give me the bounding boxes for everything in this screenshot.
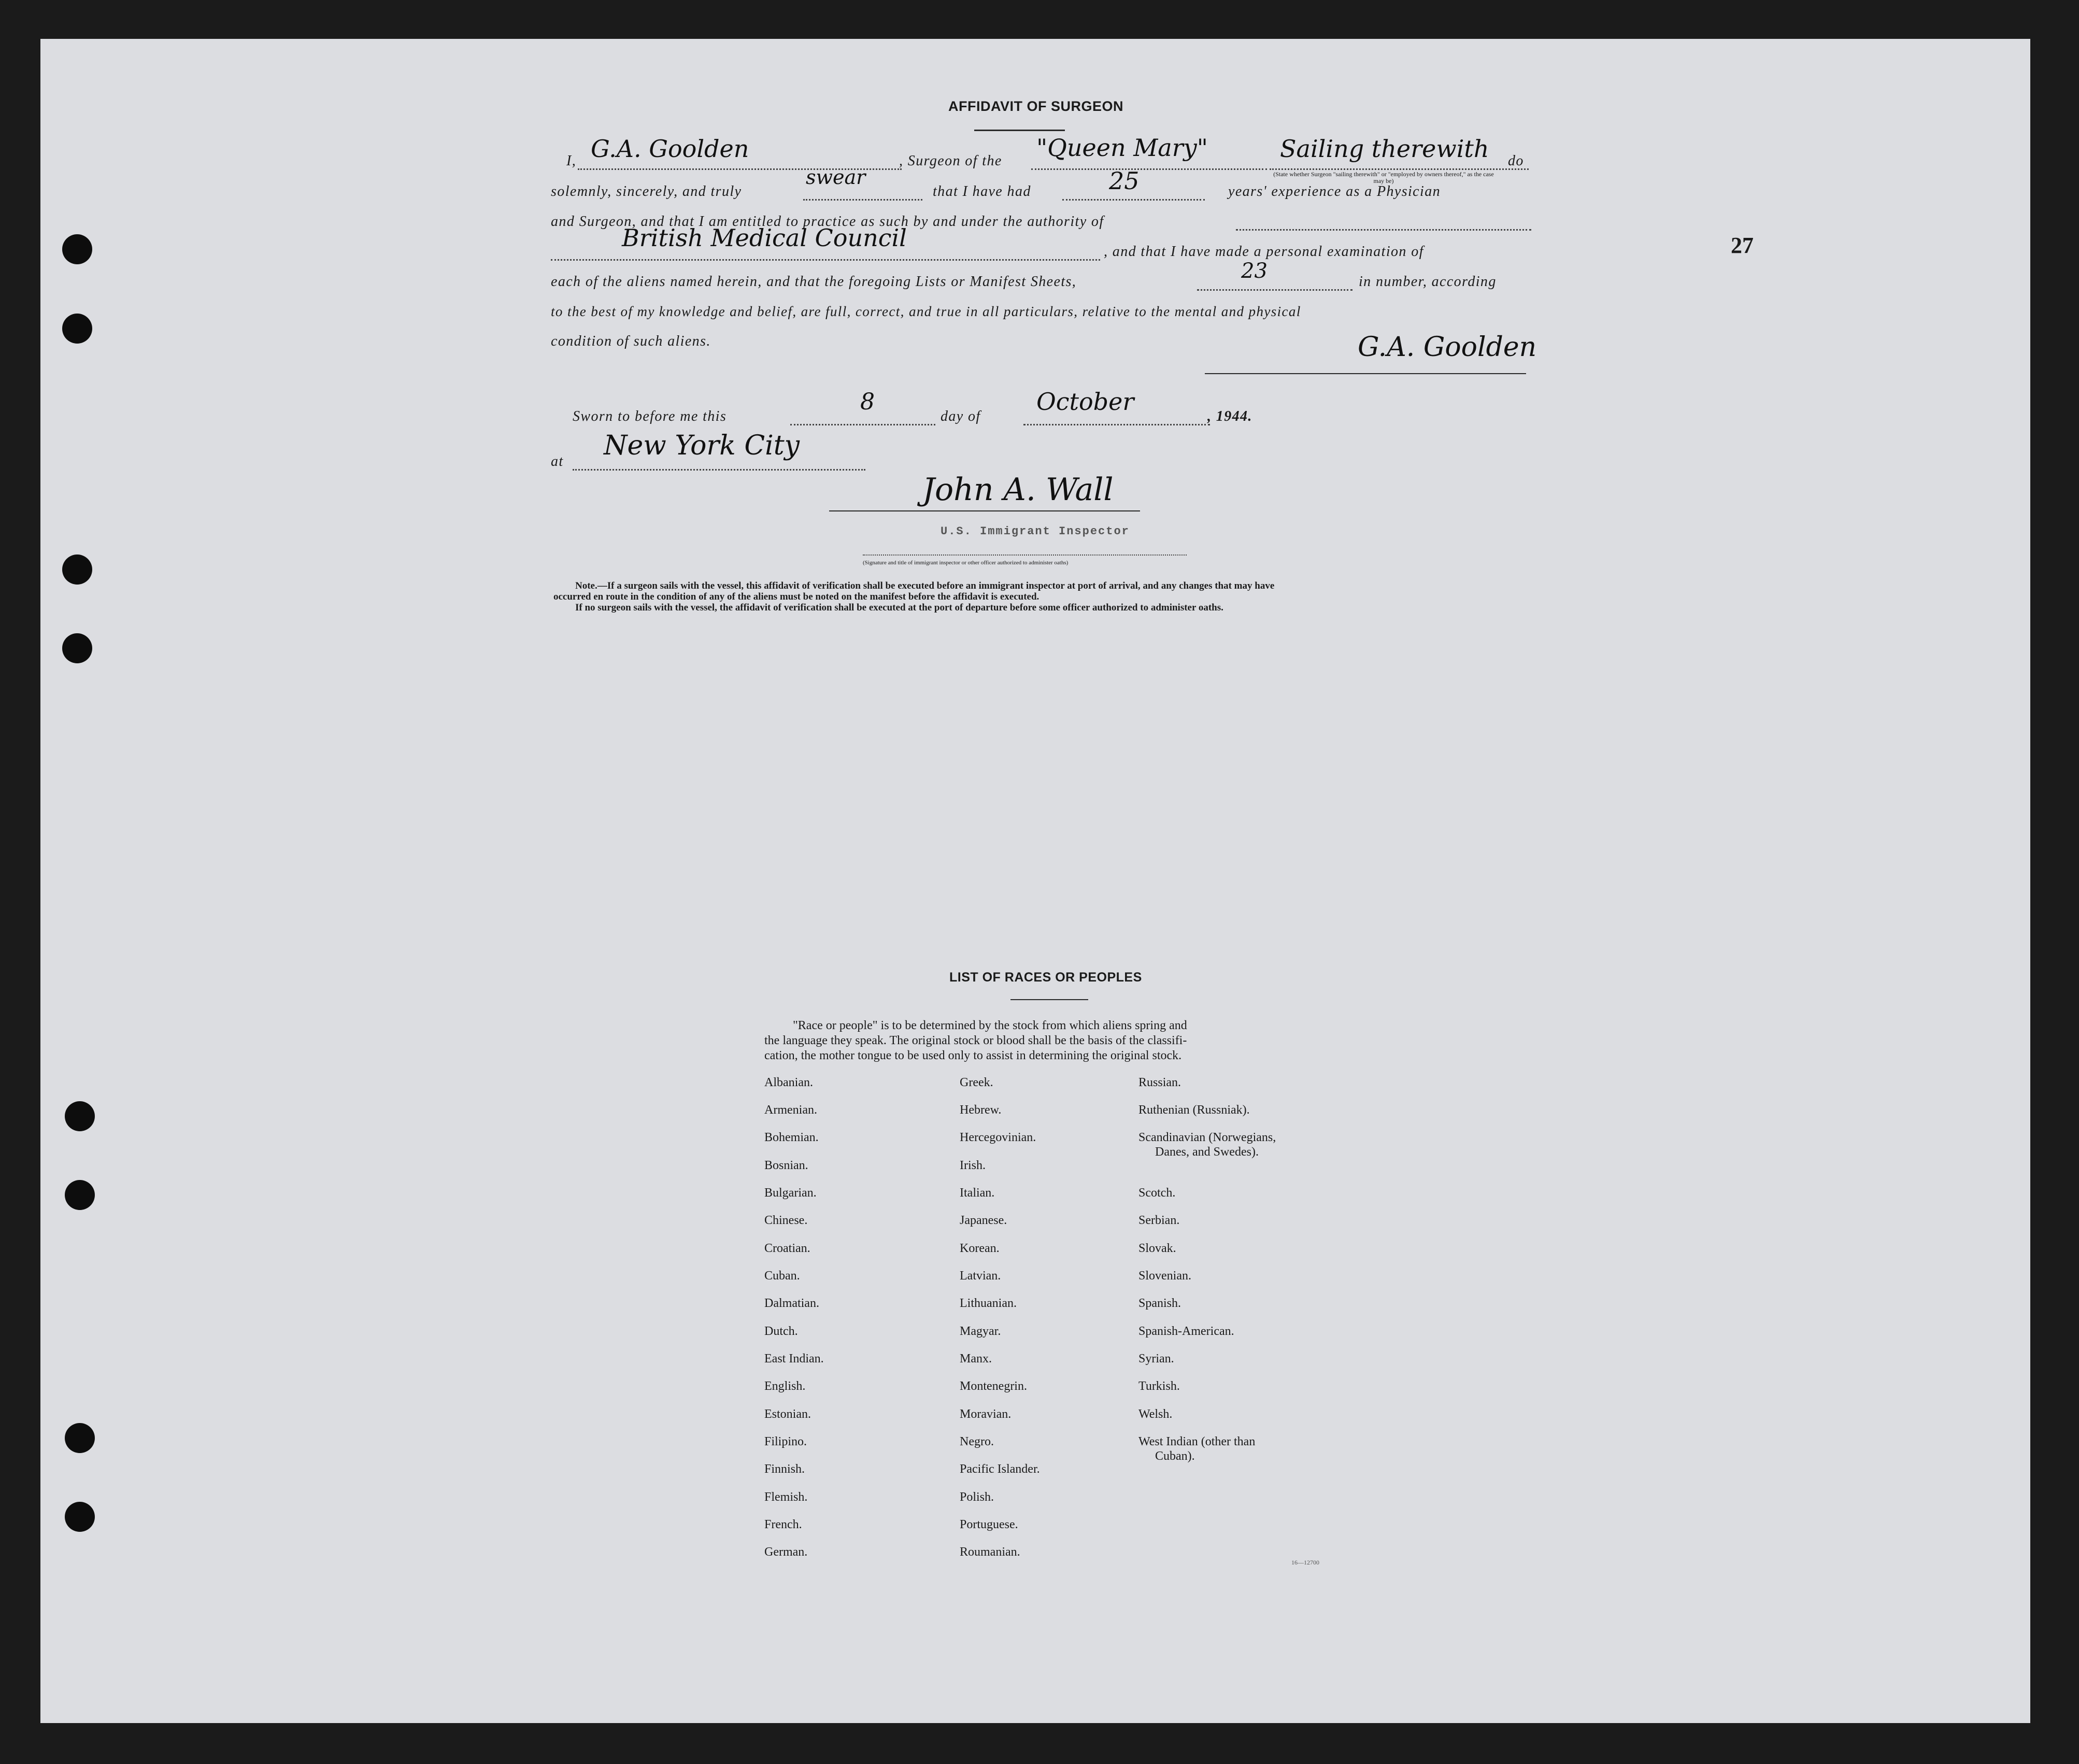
years-experience: 25 [1109,167,1140,195]
race-item: Spanish. [1138,1297,1181,1310]
text-and-surgeon: and Surgeon, and that I am entitled to practice as such by and under the authority of [551,214,1104,230]
surgeon-signature: G.A. Goolden [1358,332,1537,363]
note-line-2: occurred en route in the condition of any of the aliens must be noted on the manifest before the affidavit is executed. [553,591,1040,602]
race-item: Dutch. [764,1325,798,1338]
inspector-signature: John A. Wall [922,472,1114,508]
race-item: Chinese. [764,1214,808,1227]
race-item: Ruthenian (Russniak). [1138,1103,1250,1117]
race-item: Negro. [960,1435,994,1448]
sheets-line [1197,289,1352,291]
text-in-number: in number, according [1359,274,1497,290]
punch-hole [65,1502,95,1532]
races-intro-3: cation, the mother tongue to be used only to assist in determining the original stock. [764,1049,1182,1062]
place-line [573,469,865,471]
ship-name: "Queen Mary" [1036,134,1208,162]
race-item: Slovenian. [1138,1269,1191,1283]
race-item: Bulgarian. [764,1186,817,1200]
race-item: Albanian. [764,1076,813,1089]
race-item: Slovak. [1138,1242,1176,1255]
race-item: French. [764,1518,802,1531]
race-item: Portuguese. [960,1518,1018,1531]
sworn-year: , 1944. [1207,408,1252,424]
sworn-month: October [1036,388,1134,416]
race-item: Flemish. [764,1490,808,1504]
race-item: English. [764,1379,806,1393]
race-item: German. [764,1545,808,1559]
race-item: Spanish-American. [1138,1325,1234,1338]
surgeon-status: Sailing therewith [1280,135,1489,163]
race-item: Manx. [960,1352,992,1365]
race-item: Italian. [960,1186,995,1200]
punch-hole [62,554,92,585]
swear-word: swear [806,166,866,189]
race-item: Roumanian. [960,1545,1020,1559]
surgeon-name: G.A. Goolden [591,135,749,163]
race-item: Hebrew. [960,1103,1002,1117]
race-item: Irish. [960,1159,986,1172]
race-item: Lithuanian. [960,1297,1017,1310]
sheet-count: 23 [1241,259,1268,283]
race-item: Welsh. [1138,1407,1173,1421]
authority-line-2 [551,259,1100,261]
punch-hole [62,633,92,663]
races-intro-1: "Race or people" is to be determined by the stock from which aliens spring and [793,1019,1187,1032]
text-sworn: Sworn to before me this [573,408,727,424]
text-surgeon-of: , Surgeon of the [899,153,1002,169]
race-item: Estonian. [764,1407,811,1421]
race-item: Pacific Islander. [960,1462,1040,1476]
punch-hole [62,314,92,344]
race-item: Armenian. [764,1103,817,1117]
race-item: Hercegovinian. [960,1131,1036,1144]
text-examination: , and that I have made a personal examination of [1104,244,1424,260]
swear-line [803,199,922,201]
race-item: Russian. [1138,1076,1181,1089]
note-line-3: If no surgeon sails with the vessel, the affidavit of verification shall be executed at the port of departure before some officer authorized to administer oaths. [575,602,1223,613]
race-item: East Indian. [764,1352,824,1365]
text-at: at [551,453,564,470]
text-day-of: day of [941,408,981,424]
race-item: Magyar. [960,1325,1001,1338]
race-item: Moravian. [960,1407,1012,1421]
race-item: Cuban). [1155,1449,1195,1463]
text-physician: years' experience as a Physician [1228,183,1441,200]
race-item: West Indian (other than [1138,1435,1256,1448]
note-line-1: Note.—If a surgeon sails with the vessel, this affidavit of verification shall be executed before an immigrant inspector at port of arrival, and any changes that may have [575,580,1275,591]
licensing-authority: British Medical Council [622,224,907,252]
race-item: Greek. [960,1076,993,1089]
race-item: Serbian. [1138,1214,1180,1227]
signature-line [1205,373,1526,374]
page-number: 27 [1731,233,1754,258]
affidavit-title: AFFIDAVIT OF SURGEON [948,98,1123,114]
race-item: Finnish. [764,1462,805,1476]
race-item: Korean. [960,1242,1000,1255]
text-each-alien: each of the aliens named herein, and that the foregoing Lists or Manifest Sheets, [551,274,1077,290]
form-number: 16—12700 [1291,1559,1319,1566]
ship-line [1031,168,1267,170]
race-item: Croatian. [764,1242,810,1255]
authority-line-1 [1236,229,1531,231]
punch-hole [65,1423,95,1453]
race-item: Polish. [960,1490,994,1504]
years-line [1062,199,1205,201]
inspector-title-line [863,554,1187,556]
race-item: Montenegrin. [960,1379,1027,1393]
punch-hole [62,234,92,264]
sworn-place: New York City [604,430,800,461]
title-underline [974,130,1065,131]
race-item: Filipino. [764,1435,807,1448]
inspector-caption: (Signature and title of immigrant inspector or other officer authorized to administer oaths) [863,560,1069,566]
race-item: Scotch. [1138,1186,1176,1200]
punch-hole [65,1101,95,1131]
race-item: Latvian. [960,1269,1001,1283]
month-line [1023,424,1210,425]
race-item: Cuban. [764,1269,800,1283]
day-line [790,424,935,425]
race-item: Bosnian. [764,1159,808,1172]
race-item: Bohemian. [764,1131,819,1144]
inspector-signature-line [829,510,1140,511]
race-item: Turkish. [1138,1379,1180,1393]
status-line [1270,168,1529,170]
race-item: Syrian. [1138,1352,1174,1365]
race-item: Japanese. [960,1214,1007,1227]
sworn-day: 8 [860,389,875,415]
race-item: Danes, and Swedes). [1155,1145,1259,1159]
text-best-knowledge: to the best of my knowledge and belief, are full, correct, and true in all particulars, relative to the mental and physical [551,304,1301,319]
text-solemnly: solemnly, sincerely, and truly [551,183,742,200]
races-title: LIST OF RACES OR PEOPLES [949,970,1142,985]
races-intro-2: the language they speak. The original stock or blood shall be the basis of the classifi- [764,1034,1187,1047]
race-item: Scandinavian (Norwegians, [1138,1131,1276,1144]
text-do: do [1508,153,1524,169]
text-condition: condition of such aliens. [551,333,711,349]
race-item: Dalmatian. [764,1297,819,1310]
text-i: I, [566,153,577,169]
races-title-underline [1010,999,1088,1000]
punch-hole [65,1180,95,1210]
text-have-had: that I have had [933,183,1031,200]
status-note: (State whether Surgeon "sailing therewith" or "employed by owners thereof," as the case may be) [1273,170,1494,184]
inspector-stamp: U.S. Immigrant Inspector [941,525,1130,538]
